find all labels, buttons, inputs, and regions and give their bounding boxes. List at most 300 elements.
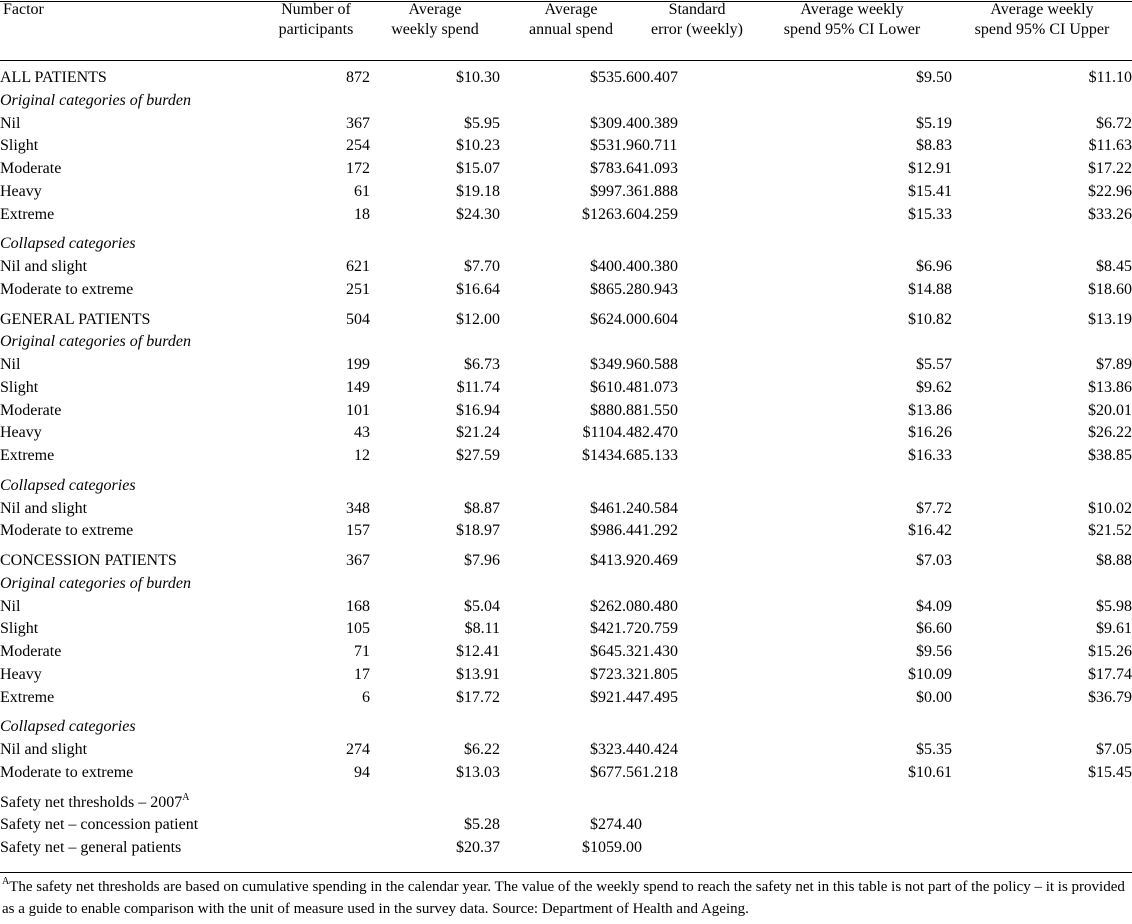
table-row <box>0 182 1132 205</box>
row-label-cell <box>0 815 262 838</box>
table-cell: 2.470 <box>642 424 678 442</box>
table-cell: $9.62 <box>916 378 952 396</box>
row-label: Safety net – concession patient <box>0 816 199 834</box>
row-label-cell <box>0 499 262 522</box>
table-cell: $8.88 <box>1096 552 1132 569</box>
table-subheading-row <box>0 469 1132 499</box>
table-row <box>0 838 1132 861</box>
table-cell: $1059.00 <box>582 839 642 856</box>
table-cell: $0.00 <box>916 688 952 706</box>
row-label: Original categories of burden <box>0 574 191 592</box>
table-cell <box>952 838 1132 861</box>
table-cell: $24.30 <box>456 205 500 223</box>
table-cell: 0.407 <box>642 69 678 86</box>
table-row <box>0 114 1132 137</box>
row-label: Nil and slight <box>0 741 88 758</box>
table-cell: $1434.68 <box>582 447 642 464</box>
row-label-cell <box>0 710 262 740</box>
row-label-cell <box>0 574 262 597</box>
table-cell: 1.550 <box>642 401 678 419</box>
table-cell <box>952 815 1132 838</box>
table-cell: $5.04 <box>464 597 500 615</box>
row-label: Slight <box>0 378 39 396</box>
table-cell <box>370 786 500 816</box>
col-header-line: weekly spend <box>391 21 479 38</box>
table-cell: 94 <box>354 763 370 781</box>
table-cell: $624.00 <box>590 310 642 328</box>
table-cell <box>500 574 642 597</box>
table-row <box>0 257 1132 280</box>
table-cell: 0.711 <box>642 137 678 155</box>
table-cell <box>752 815 952 838</box>
table-cell: 43 <box>354 424 370 442</box>
table-group-row <box>0 303 1132 333</box>
table-cell: 12 <box>354 447 370 464</box>
table-cell: $15.45 <box>1088 763 1132 781</box>
table-cell: 18 <box>354 205 370 223</box>
col-header-line: Standard <box>668 1 726 18</box>
row-label-cell <box>0 257 262 280</box>
table-cell: $677.56 <box>590 763 642 781</box>
table-cell <box>370 469 500 499</box>
table-cell: $36.79 <box>1088 688 1132 706</box>
table-row <box>0 763 1132 786</box>
table-cell: $17.72 <box>456 688 500 706</box>
col-header-line: spend 95% CI Lower <box>783 21 921 38</box>
table-cell: $8.83 <box>916 137 952 155</box>
table-cell <box>642 469 752 499</box>
table-cell <box>500 332 642 355</box>
row-label: Nil and slight <box>0 499 88 517</box>
table-cell: 4.259 <box>642 205 678 223</box>
table-cell: $6.73 <box>464 356 500 373</box>
col-header-standard-error <box>642 0 752 61</box>
table-cell: $645.32 <box>590 643 642 660</box>
row-label: Heavy <box>0 424 42 442</box>
row-label-cell <box>0 469 262 499</box>
table-cell <box>952 574 1132 597</box>
table-cell: $413.92 <box>590 552 642 569</box>
table-cell: $15.41 <box>908 182 952 200</box>
table-cell: $13.91 <box>456 665 500 683</box>
col-header-line: spend 95% CI Upper <box>974 21 1110 38</box>
table-body <box>0 61 1132 861</box>
table-cell: 105 <box>346 620 370 638</box>
table-cell: $531.96 <box>590 137 642 155</box>
table-subheading-row <box>0 91 1132 114</box>
table-cell: $921.44 <box>590 688 642 706</box>
table-cell: $10.09 <box>908 665 952 683</box>
table-group-row <box>0 544 1132 574</box>
table-cell: 6 <box>362 688 370 706</box>
table-cell: 5.133 <box>642 447 678 464</box>
table-cell: 274 <box>346 741 370 758</box>
row-label: Moderate <box>0 643 62 660</box>
table-cell: $20.01 <box>1088 401 1132 419</box>
table-cell: $5.57 <box>916 356 952 373</box>
row-label-cell <box>0 227 262 257</box>
table-cell: $535.60 <box>590 69 642 86</box>
table-cell: 348 <box>346 499 370 517</box>
table-cell: 0.584 <box>642 499 678 517</box>
row-label: Nil <box>0 597 21 615</box>
table-cell: $13.86 <box>1088 378 1132 396</box>
table-cell <box>500 469 642 499</box>
row-label-cell <box>0 355 262 378</box>
table-cell: 71 <box>354 643 370 660</box>
table-cell: 1.292 <box>642 522 678 540</box>
table-cell <box>752 469 952 499</box>
table-cell <box>262 91 370 114</box>
table-cell: $262.08 <box>590 597 642 615</box>
table-cell <box>642 574 752 597</box>
table-cell <box>262 710 370 740</box>
row-label-cell <box>0 423 262 446</box>
row-label-cell <box>0 763 262 786</box>
table-cell: $21.52 <box>1088 522 1132 540</box>
table-cell: $16.94 <box>456 401 500 419</box>
table-cell: $610.48 <box>590 378 642 396</box>
table-cell <box>952 91 1132 114</box>
table-cell: $18.97 <box>456 522 500 540</box>
table-cell <box>952 469 1132 499</box>
table-cell: 168 <box>346 597 370 615</box>
row-label: Nil <box>0 356 21 373</box>
row-label: Moderate <box>0 401 62 419</box>
table-row <box>0 378 1132 401</box>
table-cell: $9.56 <box>916 643 952 660</box>
table-cell: $10.02 <box>1088 499 1132 517</box>
col-header-annual-spend <box>500 0 642 61</box>
table-cell <box>752 710 952 740</box>
table-cell: 1.093 <box>642 160 678 177</box>
table-row <box>0 136 1132 159</box>
table-cell: 1.218 <box>642 763 678 781</box>
table-cell: $10.23 <box>456 137 500 155</box>
table-cell: $5.28 <box>464 816 500 834</box>
table-cell: 872 <box>346 69 370 86</box>
table-cell <box>952 332 1132 355</box>
row-label-cell <box>0 136 262 159</box>
row-label: Nil <box>0 114 21 132</box>
table-cell: $8.87 <box>464 499 500 517</box>
table-cell: $21.24 <box>456 424 500 442</box>
table-row <box>0 280 1132 303</box>
table-row <box>0 642 1132 665</box>
row-label-cell <box>0 521 262 544</box>
table-cell: $7.89 <box>1096 356 1132 373</box>
footnote-marker: A <box>2 876 10 887</box>
table-cell: $274.40 <box>590 816 642 834</box>
row-label: Collapsed categories <box>0 718 136 736</box>
table-cell: $38.85 <box>1088 447 1132 464</box>
table-cell <box>642 710 752 740</box>
row-label-cell <box>0 303 262 333</box>
col-header-line: Average weekly <box>990 1 1094 18</box>
table-row <box>0 619 1132 642</box>
table-cell: $11.63 <box>1088 137 1132 155</box>
row-label: Moderate to extreme <box>0 763 134 781</box>
table-cell: $8.45 <box>1096 258 1132 275</box>
table-cell <box>262 332 370 355</box>
table-cell <box>262 574 370 597</box>
table-cell: $997.36 <box>590 182 642 200</box>
footnote-ref: A <box>182 791 190 803</box>
table-cell: 0.380 <box>642 258 678 275</box>
table-cell <box>370 710 500 740</box>
table-cell: $16.64 <box>456 280 500 298</box>
table-row <box>0 597 1132 620</box>
table-cell <box>642 838 752 861</box>
table-cell: $461.24 <box>590 499 642 517</box>
table-row <box>0 521 1132 544</box>
table-cell: 172 <box>346 160 370 177</box>
table-cell: $12.41 <box>456 643 500 660</box>
table-cell: 1.805 <box>642 665 678 683</box>
col-header-ci-lower <box>752 0 952 61</box>
table-cell: $27.59 <box>456 447 500 464</box>
table-cell: $11.10 <box>1088 69 1132 86</box>
row-label: Slight <box>0 620 39 638</box>
table-cell: 0.759 <box>642 620 678 638</box>
table-subheading-row <box>0 574 1132 597</box>
col-header-factor <box>0 0 262 61</box>
row-label-cell <box>0 838 262 861</box>
table-cell: 17 <box>354 665 370 683</box>
table-cell: 0.604 <box>642 310 678 328</box>
row-label-cell <box>0 280 262 303</box>
row-label: Safety net – general patients <box>0 839 182 856</box>
table-cell: 0.588 <box>642 356 678 373</box>
table-cell: $17.22 <box>1088 160 1132 177</box>
table-cell: $8.11 <box>464 620 500 638</box>
table-cell: $7.05 <box>1096 741 1132 758</box>
row-label-cell <box>0 597 262 620</box>
table-cell <box>642 227 752 257</box>
table-bottom-rule <box>0 872 1132 873</box>
row-label-cell <box>0 665 262 688</box>
table-cell: 7.495 <box>642 688 678 706</box>
table-header <box>0 0 1132 61</box>
row-label-cell <box>0 786 262 816</box>
table-cell <box>500 227 642 257</box>
row-label: Extreme <box>0 447 55 464</box>
table-cell: 0.469 <box>642 552 678 569</box>
table-cell <box>752 227 952 257</box>
col-header-participants <box>262 0 370 61</box>
table-group-row <box>0 786 1132 816</box>
table-subheading-row <box>0 332 1132 355</box>
row-label: ALL PATIENTS <box>0 69 107 86</box>
table-row <box>0 205 1132 228</box>
table-cell: $880.88 <box>590 401 642 419</box>
table-row <box>0 665 1132 688</box>
table-cell: 149 <box>346 378 370 396</box>
row-label-cell <box>0 740 262 763</box>
table-cell: 61 <box>354 182 370 200</box>
table-cell: $17.74 <box>1088 665 1132 683</box>
table-cell: $13.03 <box>456 763 500 781</box>
table-row <box>0 815 1132 838</box>
table-cell: 157 <box>346 522 370 540</box>
row-label-cell <box>0 619 262 642</box>
table-cell <box>370 227 500 257</box>
table-cell: $10.30 <box>456 69 500 86</box>
table-cell: $26.22 <box>1088 424 1132 442</box>
table-cell: $5.98 <box>1096 597 1132 615</box>
row-label: Moderate to extreme <box>0 280 134 298</box>
table-cell <box>952 710 1132 740</box>
table-cell <box>262 838 370 861</box>
table-subheading-row <box>0 710 1132 740</box>
table-cell: 0.943 <box>642 280 678 298</box>
row-label: Moderate to extreme <box>0 522 134 540</box>
row-label-cell <box>0 61 262 91</box>
row-label-cell <box>0 182 262 205</box>
table-cell: $12.00 <box>456 310 500 328</box>
table-cell: $323.44 <box>590 741 642 758</box>
table-cell: 0.424 <box>642 741 678 758</box>
table-cell: 1.073 <box>642 378 678 396</box>
table-cell: $309.40 <box>590 114 642 132</box>
footnote-text: The safety net thresholds are based on cumulative spending in the calendar year. The value of the weekly spend to reach the safety net in this table is not part of the policy – it is provided as a guide to enable comparison with the unit of measure used in the survey data. Source: Department of Health and Ageing. <box>2 879 1125 917</box>
table-cell: $5.95 <box>464 114 500 132</box>
table-cell: $11.74 <box>456 378 500 396</box>
table-cell: $19.18 <box>456 182 500 200</box>
table-cell: 254 <box>346 137 370 155</box>
row-label-cell <box>0 688 262 711</box>
table-cell: $7.70 <box>464 258 500 275</box>
table-cell: $16.26 <box>908 424 952 442</box>
row-label: Nil and slight <box>0 258 88 275</box>
row-label: Heavy <box>0 182 42 200</box>
table-cell: $986.44 <box>590 522 642 540</box>
table-cell: $723.32 <box>590 665 642 683</box>
table-row <box>0 355 1132 378</box>
table-row <box>0 423 1132 446</box>
table-cell: $12.91 <box>908 160 952 177</box>
table-cell: $349.96 <box>590 356 642 373</box>
table-cell: $6.22 <box>464 741 500 758</box>
table-cell: 0.389 <box>642 114 678 132</box>
table-cell: $5.35 <box>916 741 952 758</box>
table-cell: $10.61 <box>908 763 952 781</box>
row-label-cell <box>0 378 262 401</box>
row-label: GENERAL PATIENTS <box>0 310 151 328</box>
row-label: Heavy <box>0 665 42 683</box>
table-row <box>0 159 1132 182</box>
table-cell: $6.96 <box>916 258 952 275</box>
table-cell: $10.82 <box>908 310 952 328</box>
table-cell: 504 <box>346 310 370 328</box>
table-cell <box>752 838 952 861</box>
col-header-ci-upper <box>952 0 1132 61</box>
table-cell: $5.19 <box>916 114 952 132</box>
table-cell: $783.64 <box>590 160 642 177</box>
col-header-line: error (weekly) <box>651 21 743 38</box>
table-cell: $7.72 <box>916 499 952 517</box>
row-label: Safety net thresholds – 2007 <box>0 793 183 811</box>
table-cell: 251 <box>346 280 370 298</box>
table-cell <box>952 786 1132 816</box>
table-cell <box>370 91 500 114</box>
table-cell: $14.88 <box>908 280 952 298</box>
table-cell: $6.72 <box>1096 114 1132 132</box>
table-cell <box>262 469 370 499</box>
table-cell <box>500 710 642 740</box>
table-row <box>0 401 1132 424</box>
table-row <box>0 446 1132 469</box>
table-cell: $15.33 <box>908 205 952 223</box>
col-header-line: participants <box>278 21 354 38</box>
row-label: Collapsed categories <box>0 235 136 253</box>
table-cell: $9.50 <box>916 69 952 86</box>
row-label: CONCESSION PATIENTS <box>0 552 177 569</box>
col-header-line: Average <box>544 1 598 18</box>
row-label: Collapsed categories <box>0 476 136 494</box>
col-header-line: Number of <box>281 1 351 18</box>
table-cell: $16.42 <box>908 522 952 540</box>
table-cell <box>370 332 500 355</box>
row-label-cell <box>0 159 262 182</box>
row-label: Extreme <box>0 688 55 706</box>
row-label-cell <box>0 446 262 469</box>
table-subheading-row <box>0 227 1132 257</box>
table-cell: $7.03 <box>916 552 952 569</box>
table-cell: $4.09 <box>916 597 952 615</box>
row-label: Extreme <box>0 205 55 223</box>
table-cell: $15.26 <box>1088 643 1132 660</box>
table-group-row <box>0 61 1132 91</box>
table-cell <box>952 227 1132 257</box>
table-cell: $7.96 <box>464 552 500 569</box>
table-cell: 1.430 <box>642 643 678 660</box>
table-row <box>0 499 1132 522</box>
table-cell: $9.61 <box>1096 620 1132 638</box>
table-cell <box>642 91 752 114</box>
table-cell: $1263.60 <box>582 205 642 223</box>
table-cell: $865.28 <box>590 280 642 298</box>
table-cell: $22.96 <box>1088 182 1132 200</box>
row-label-cell <box>0 544 262 574</box>
row-label-cell <box>0 114 262 137</box>
row-label-cell <box>0 91 262 114</box>
row-label-cell <box>0 401 262 424</box>
table-cell <box>752 91 952 114</box>
table-cell <box>642 786 752 816</box>
table-cell <box>752 574 952 597</box>
table-cell: $13.86 <box>908 401 952 419</box>
table-cell <box>500 786 642 816</box>
table-cell <box>752 332 952 355</box>
row-label-cell <box>0 205 262 228</box>
header-row <box>0 0 1132 61</box>
table-cell: $15.07 <box>456 160 500 177</box>
table-cell <box>262 227 370 257</box>
table-cell: $33.26 <box>1088 205 1132 223</box>
row-label: Original categories of burden <box>0 91 191 109</box>
table-cell <box>642 332 752 355</box>
row-label: Slight <box>0 137 39 155</box>
table-cell: $421.72 <box>590 620 642 638</box>
col-header-line: Average weekly <box>800 1 904 18</box>
table-cell: $6.60 <box>916 620 952 638</box>
table-cell: $20.37 <box>456 839 500 856</box>
table-footnote <box>2 876 1130 920</box>
table-cell: 621 <box>346 258 370 275</box>
table-cell: $16.33 <box>908 447 952 464</box>
table-cell: 199 <box>346 356 370 373</box>
